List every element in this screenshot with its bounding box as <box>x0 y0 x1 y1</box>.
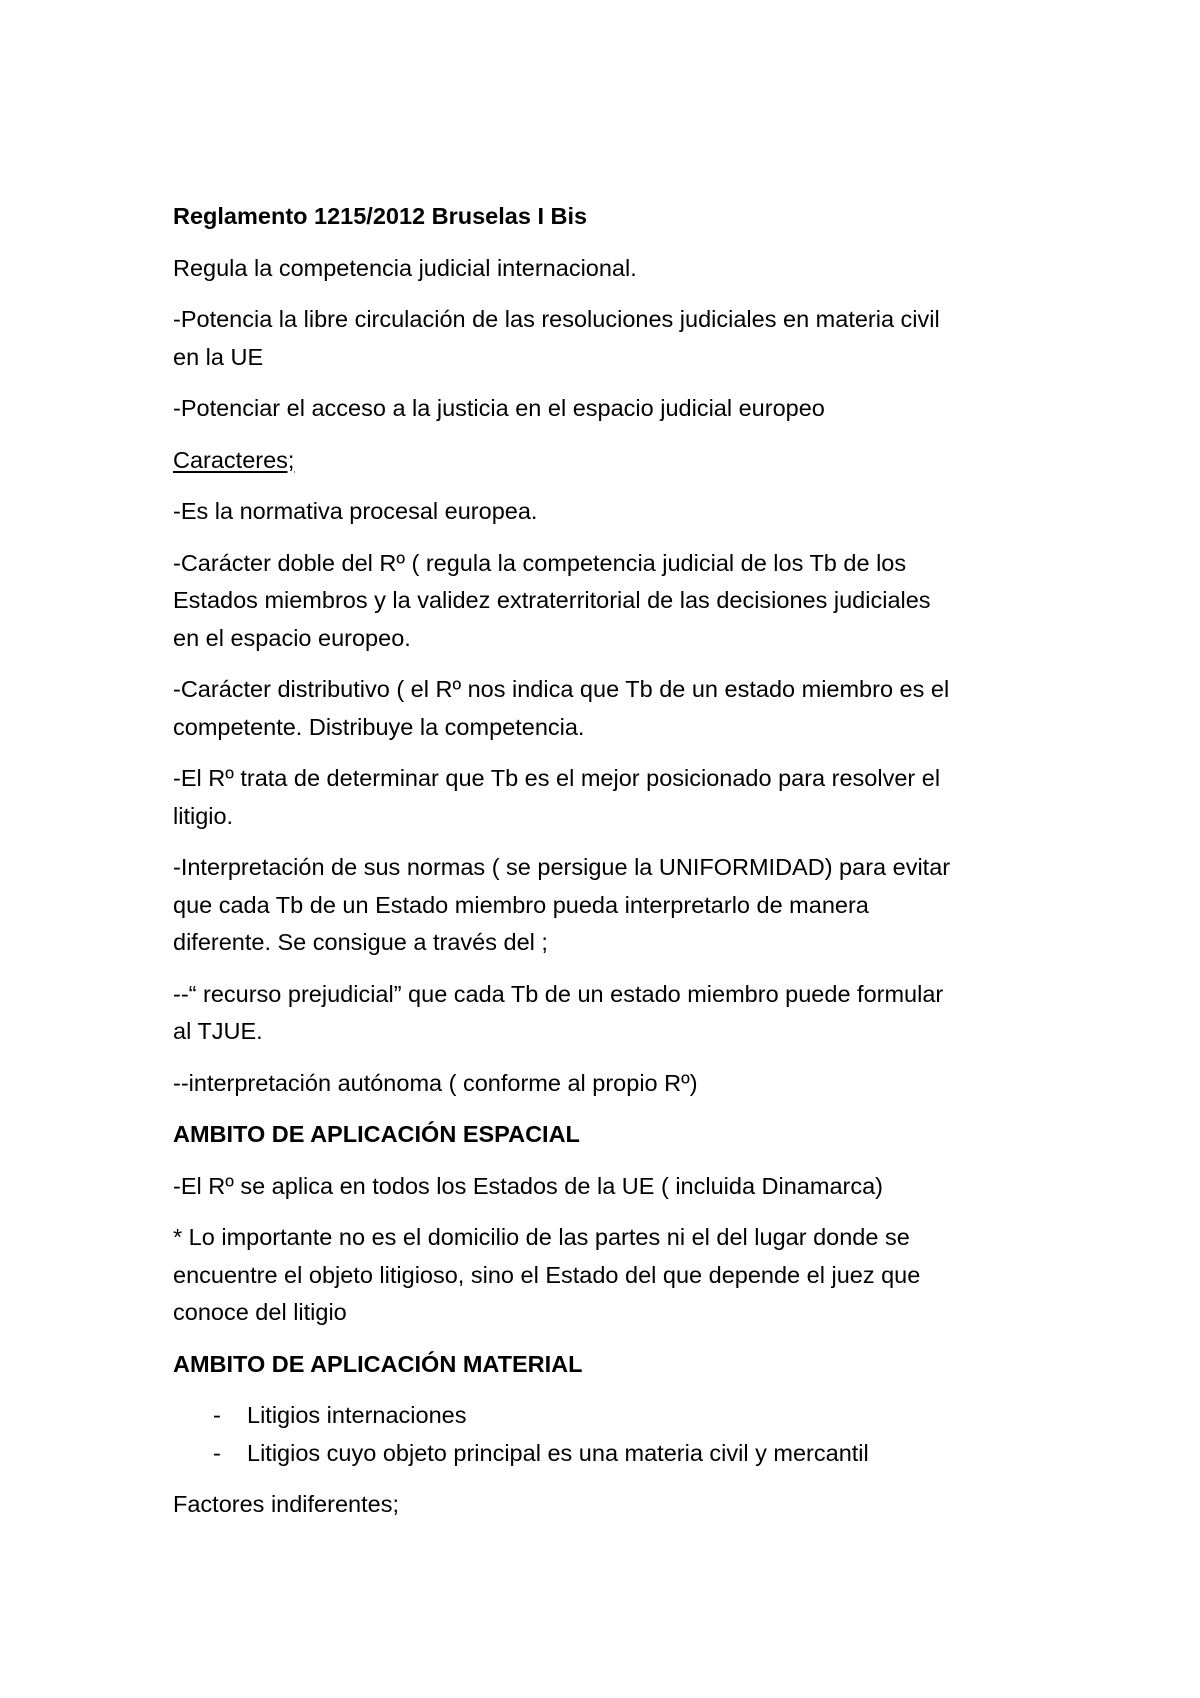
text-line: -Carácter doble del Rº ( regula la competencia judicial de los Tb de los <box>173 549 907 576</box>
caracter-paragraph <box>173 760 1053 835</box>
caracter-paragraph <box>173 493 1053 531</box>
espacial-paragraph <box>173 1168 1053 1206</box>
text-line: -Carácter distributivo ( el Rº nos indica que Tb de un estado miembro es el <box>173 676 950 702</box>
text-line: competente. Distribuye la competencia. <box>173 713 585 740</box>
text-line: en el espacio europeo. <box>173 624 411 651</box>
caracter-paragraph <box>173 976 1053 1051</box>
material-heading: AMBITO DE APLICACIÓN MATERIAL <box>173 1350 583 1377</box>
list-item <box>173 1435 1053 1473</box>
dash-bullet: - <box>213 1402 221 1428</box>
caracter-paragraph <box>173 545 1053 658</box>
caracteres-heading: Caracteres; <box>173 446 295 473</box>
list-item-text: Litigios internaciones <box>247 1402 467 1428</box>
text-line: conoce del litigio <box>173 1299 347 1325</box>
text-line: Estados miembros y la validez extraterritorial de las decisiones judiciales <box>173 587 931 613</box>
text-line: -El Rº trata de determinar que Tb es el mejor posicionado para resolver el <box>173 765 941 791</box>
intro-paragraph: Regula la competencia judicial internacional. <box>173 254 637 281</box>
text-line: encuentre el objeto litigioso, sino el Estado del que depende el juez que <box>173 1261 921 1288</box>
text-line: que cada Tb de un Estado miembro pueda interpretarlo de manera <box>173 891 869 918</box>
caracter-paragraph <box>173 1065 1053 1103</box>
text-line: -Potencia la libre circulación de las resoluciones judiciales en materia civil <box>173 306 940 332</box>
document-title: Reglamento 1215/2012 Bruselas I Bis <box>173 203 588 229</box>
list-item <box>173 1397 1053 1435</box>
text-line: -Interpretación de sus normas ( se persigue la UNIFORMIDAD) para evitar <box>173 854 951 880</box>
text-line: -Potenciar el acceso a la justicia en el espacio judicial europeo <box>173 395 825 421</box>
caracter-paragraph <box>173 849 1053 962</box>
espacial-paragraph <box>173 1219 1053 1332</box>
aim-paragraph <box>173 301 1053 376</box>
text-line: en la UE <box>173 343 264 370</box>
text-line: al TJUE. <box>173 1018 263 1044</box>
text-line: diferente. Se consigue a través del ; <box>173 929 548 955</box>
factores-paragraph: Factores indiferentes; <box>173 1491 399 1517</box>
material-list <box>173 1397 1053 1472</box>
espacial-heading: AMBITO DE APLICACIÓN ESPACIAL <box>173 1121 580 1147</box>
text-line: --“ recurso prejudicial” que cada Tb de un estado miembro puede formular <box>173 980 944 1007</box>
text-line: -Es la normativa procesal europea. <box>173 498 538 524</box>
text-line: --interpretación autónoma ( conforme al propio Rº) <box>173 1069 698 1096</box>
aim-paragraph <box>173 390 1053 428</box>
text-line: litigio. <box>173 802 234 829</box>
caracter-paragraph <box>173 671 1053 746</box>
list-item-text: Litigios cuyo objeto principal es una materia civil y mercantil <box>247 1439 869 1466</box>
dash-bullet: - <box>213 1439 221 1466</box>
document-page <box>173 198 1053 1538</box>
text-line: * Lo importante no es el domicilio de las partes ni el del lugar donde se <box>173 1224 910 1250</box>
text-line: -El Rº se aplica en todos los Estados de la UE ( incluida Dinamarca) <box>173 1172 883 1199</box>
